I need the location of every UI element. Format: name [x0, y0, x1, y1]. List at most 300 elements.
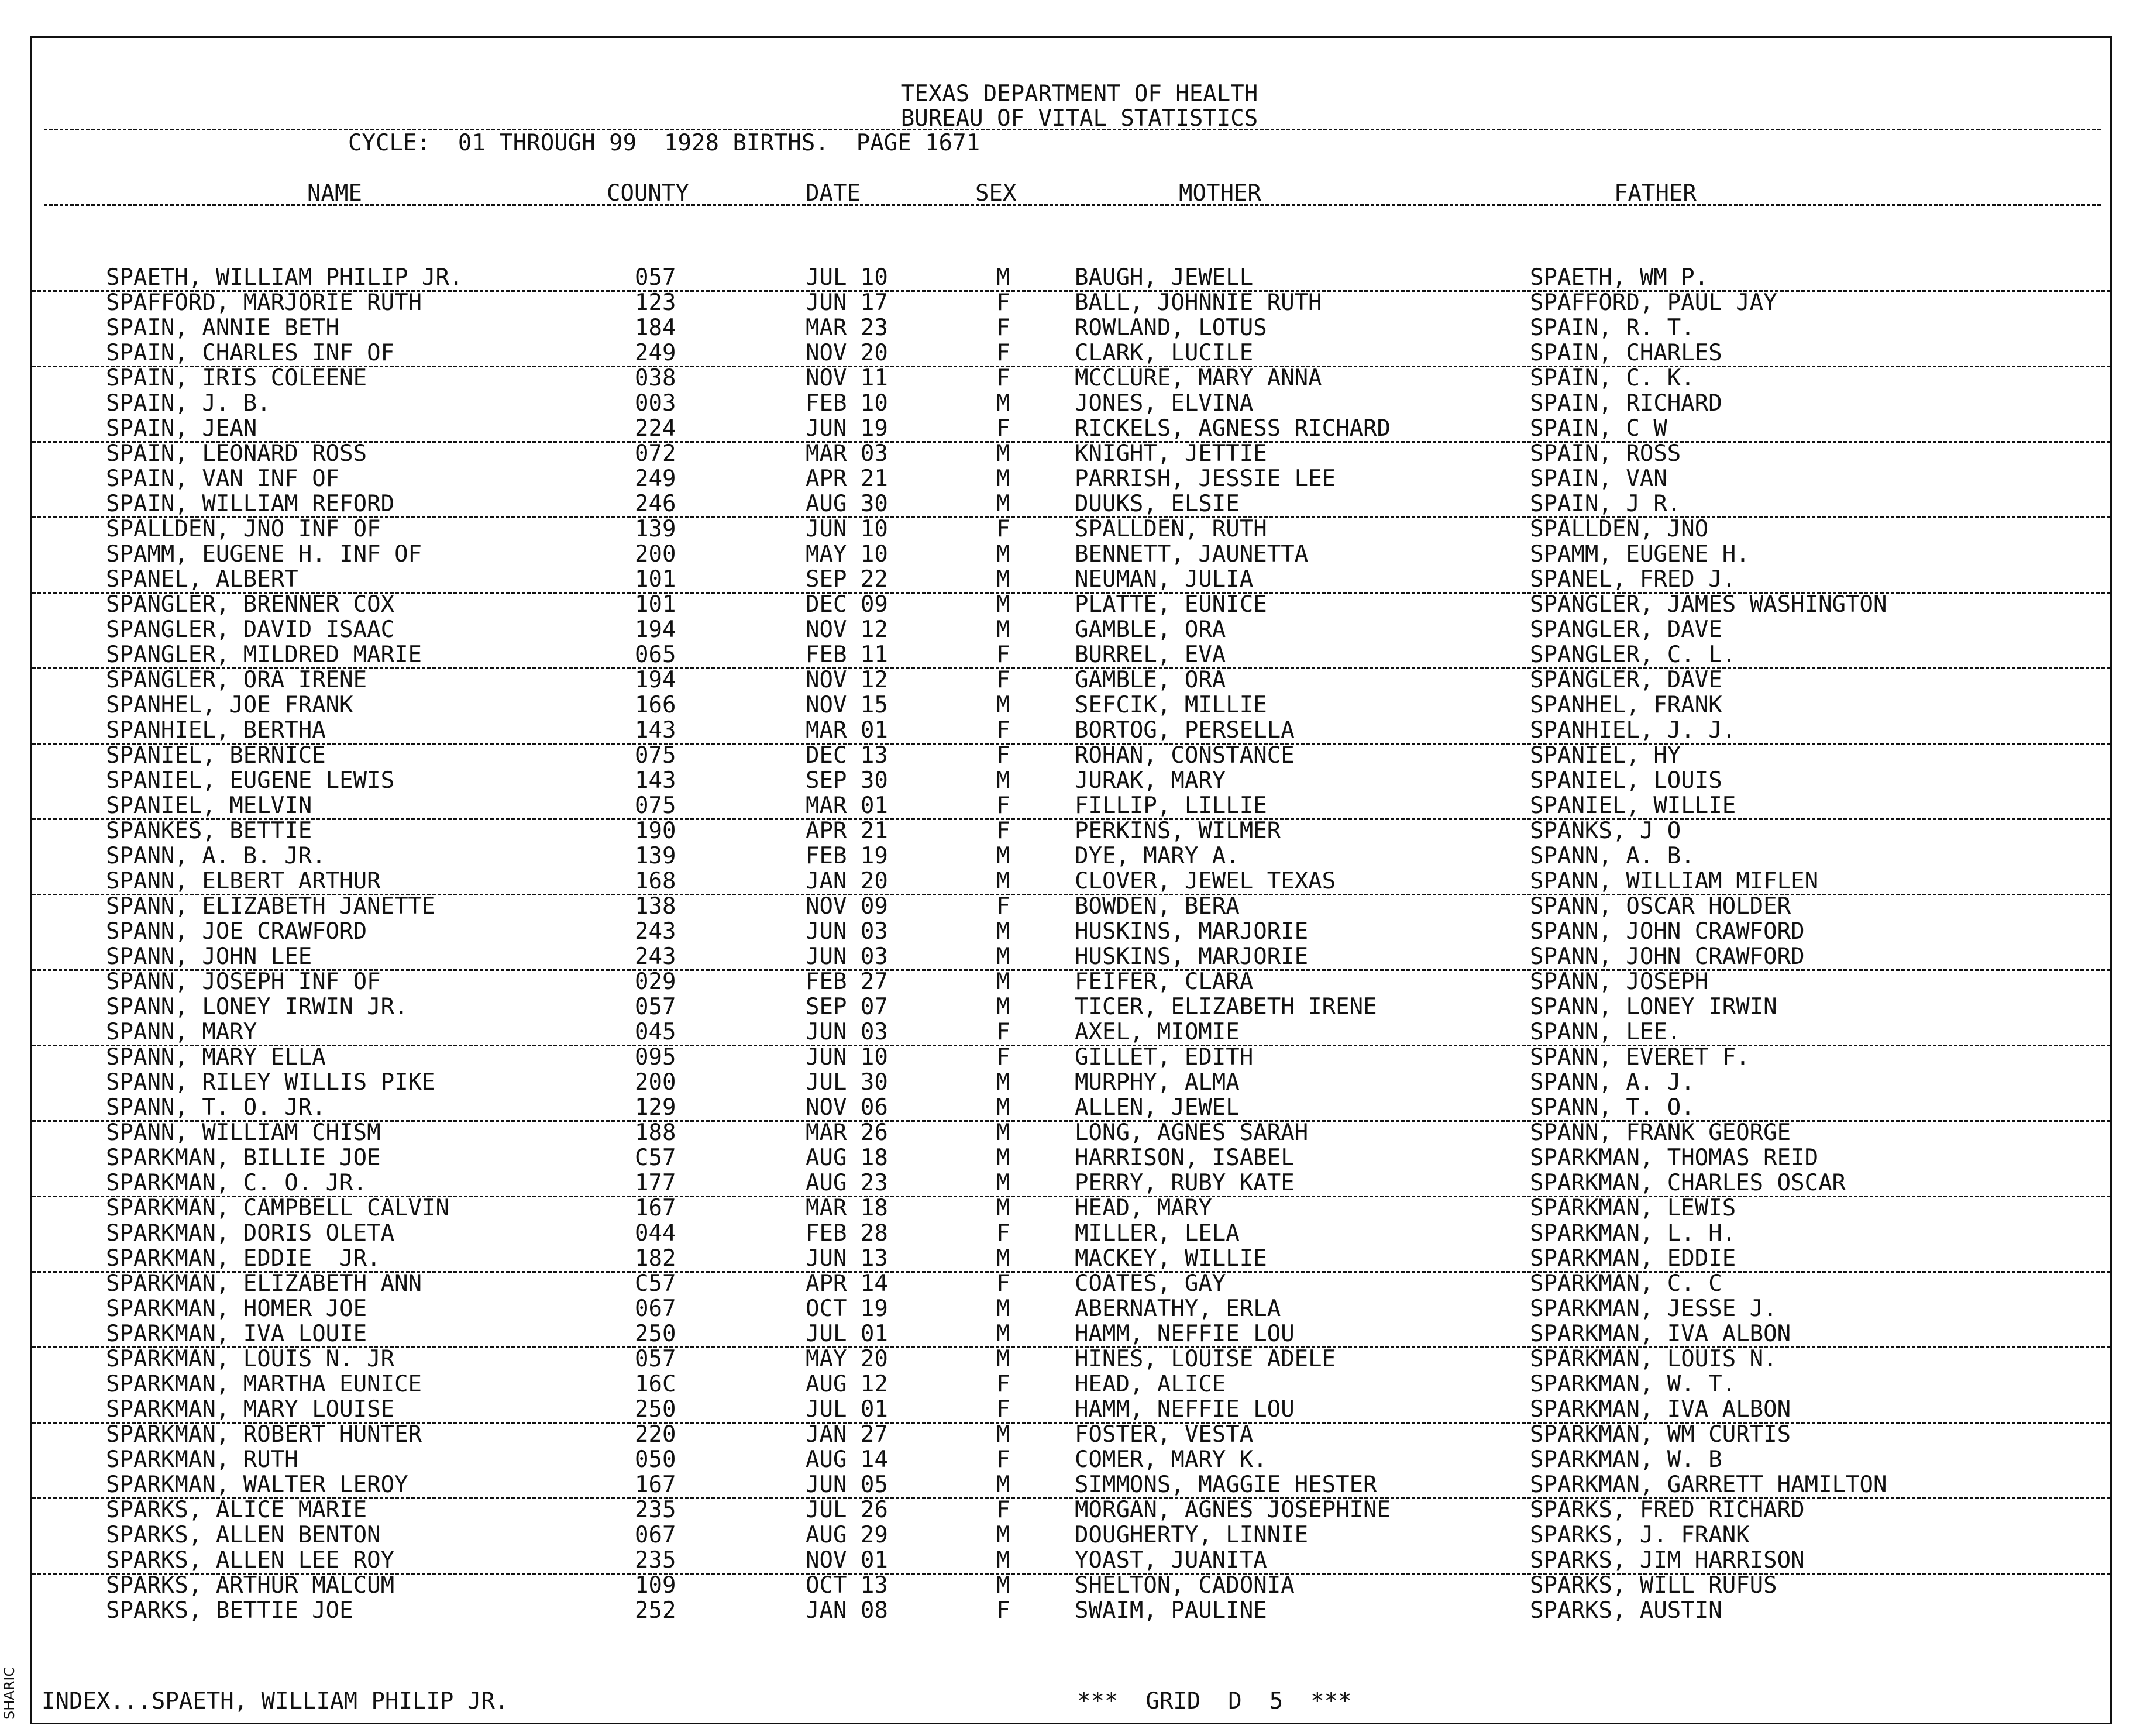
cell-county: 101 — [635, 591, 676, 618]
cell-name: SPANGLER, DAVID ISAAC — [106, 616, 395, 643]
table-row — [32, 1447, 2110, 1472]
cell-sex: F — [996, 1371, 1010, 1397]
cell-name: SPAFFORD, MARJORIE RUTH — [106, 290, 422, 316]
column-header-county: COUNTY — [607, 180, 689, 206]
cell-county: 194 — [635, 616, 676, 643]
cell-sex: F — [996, 1446, 1010, 1473]
cell-name: SPANN, T. O. JR. — [106, 1094, 326, 1121]
cell-date: JUN 19 — [806, 415, 888, 442]
cell-father: SPARKMAN, WM CURTIS — [1530, 1421, 1791, 1448]
cell-mother: SIMMONS, MAGGIE HESTER — [1075, 1472, 1377, 1498]
cell-county: 188 — [635, 1120, 676, 1146]
table-row — [32, 1472, 2110, 1499]
cell-father: SPARKMAN, JESSE J. — [1530, 1296, 1777, 1322]
cell-father: SPANIEL, WILLIE — [1530, 793, 1736, 819]
cell-mother: ROHAN, CONSTANCE — [1075, 742, 1295, 769]
cell-county: 075 — [635, 793, 676, 819]
cell-father: SPARKMAN, L. H. — [1530, 1220, 1736, 1246]
cell-county: 246 — [635, 491, 676, 517]
cell-date: NOV 15 — [806, 692, 888, 718]
cell-father: SPANN, JOHN CRAWFORD — [1530, 943, 1805, 970]
cell-sex: M — [996, 1120, 1010, 1146]
table-row — [32, 1296, 2110, 1321]
cell-sex: F — [996, 818, 1010, 844]
cell-father: SPARKMAN, LEWIS — [1530, 1195, 1736, 1221]
cell-mother: BURREL, EVA — [1075, 642, 1226, 668]
cell-date: JAN 20 — [806, 868, 888, 894]
cell-mother: ABERNATHY, ERLA — [1075, 1296, 1281, 1322]
cell-county: 038 — [635, 365, 676, 391]
cell-father: SPARKS, JIM HARRISON — [1530, 1547, 1805, 1573]
cell-date: JUL 26 — [806, 1497, 888, 1523]
cell-name: SPANHIEL, BERTHA — [106, 717, 326, 743]
cell-sex: F — [996, 1497, 1010, 1523]
cell-name: SPARKS, ALICE MARIE — [106, 1497, 367, 1523]
cell-date: JAN 08 — [806, 1597, 888, 1624]
table-row — [32, 567, 2110, 594]
cell-name: SPARKMAN, HOMER JOE — [106, 1296, 367, 1322]
cell-mother: SHELTON, CADONIA — [1075, 1572, 1295, 1599]
cell-sex: M — [996, 466, 1010, 492]
cell-mother: CLOVER, JEWEL TEXAS — [1075, 868, 1336, 894]
cell-father: SPANN, WILLIAM MIFLEN — [1530, 868, 1819, 894]
cell-name: SPANIEL, BERNICE — [106, 742, 326, 769]
cell-county: 249 — [635, 340, 676, 366]
cell-county: 123 — [635, 290, 676, 316]
cell-father: SPAETH, WM P. — [1530, 264, 1709, 291]
cell-name: SPANN, A. B. JR. — [106, 843, 326, 869]
cell-mother: MCCLURE, MARY ANNA — [1075, 365, 1322, 391]
cell-mother: FOSTER, VESTA — [1075, 1421, 1254, 1448]
cell-name: SPARKMAN, ROBERT HUNTER — [106, 1421, 422, 1448]
cell-date: JUN 10 — [806, 516, 888, 542]
cell-county: 200 — [635, 541, 676, 567]
cell-name: SPANKES, BETTIE — [106, 818, 312, 844]
cell-mother: BORTOG, PERSELLA — [1075, 717, 1295, 743]
cell-father: SPANN, OSCAR HOLDER — [1530, 893, 1791, 919]
cell-mother: JONES, ELVINA — [1075, 390, 1254, 416]
cell-county: 003 — [635, 390, 676, 416]
table-row — [32, 1145, 2110, 1170]
cell-sex: M — [996, 1170, 1010, 1196]
cell-sex: M — [996, 616, 1010, 643]
cell-sex: M — [996, 1547, 1010, 1573]
table-row — [32, 693, 2110, 718]
cell-date: JUL 10 — [806, 264, 888, 291]
cell-father: SPANHIEL, J. J. — [1530, 717, 1736, 743]
cell-date: APR 21 — [806, 466, 888, 492]
cell-date: JUN 03 — [806, 1019, 888, 1045]
cell-date: MAR 23 — [806, 315, 888, 341]
cell-mother: PARRISH, JESSIE LEE — [1075, 466, 1336, 492]
table-row — [32, 1598, 2110, 1623]
cell-name: SPARKMAN, C. O. JR. — [106, 1170, 367, 1196]
cell-mother: HINES, LOUISE ADELE — [1075, 1346, 1336, 1372]
table-row — [32, 366, 2110, 391]
cell-county: 177 — [635, 1170, 676, 1196]
cell-date: JUL 01 — [806, 1321, 888, 1347]
cell-date: NOV 09 — [806, 893, 888, 919]
table-row — [32, 290, 2110, 315]
column-header-rule — [44, 204, 2101, 206]
cell-father: SPANN, JOHN CRAWFORD — [1530, 918, 1805, 945]
cell-mother: DOUGHERTY, LINNIE — [1075, 1522, 1309, 1548]
cell-date: DEC 09 — [806, 591, 888, 618]
cell-father: SPANGLER, C. L. — [1530, 642, 1736, 668]
cell-mother: KNIGHT, JETTIE — [1075, 440, 1267, 467]
cell-name: SPANN, JOSEPH INF OF — [106, 969, 381, 995]
cell-mother: ALLEN, JEWEL — [1075, 1094, 1240, 1121]
cell-name: SPARKMAN, IVA LOUIE — [106, 1321, 367, 1347]
cell-father: SPARKMAN, W. B — [1530, 1446, 1722, 1473]
cell-father: SPARKMAN, IVA ALBON — [1530, 1321, 1791, 1347]
cell-father: SPAIN, VAN — [1530, 466, 1667, 492]
cell-mother: DYE, MARY A. — [1075, 843, 1240, 869]
cell-mother: BENNETT, JAUNETTA — [1075, 541, 1309, 567]
cell-father: SPARKMAN, LOUIS N. — [1530, 1346, 1777, 1372]
cell-father: SPARKMAN, W. T. — [1530, 1371, 1736, 1397]
cell-mother: SWAIM, PAULINE — [1075, 1597, 1267, 1624]
cell-county: 143 — [635, 717, 676, 743]
cell-date: SEP 22 — [806, 566, 888, 593]
cell-county: 029 — [635, 969, 676, 995]
cell-mother: LONG, AGNES SARAH — [1075, 1120, 1309, 1146]
cell-date: JAN 27 — [806, 1421, 888, 1448]
table-row — [32, 542, 2110, 567]
cell-date: AUG 12 — [806, 1371, 888, 1397]
cell-father: SPARKMAN, IVA ALBON — [1530, 1396, 1791, 1422]
cell-name: SPARKMAN, ELIZABETH ANN — [106, 1270, 422, 1297]
cell-sex: M — [996, 541, 1010, 567]
table-row — [32, 391, 2110, 416]
cell-sex: F — [996, 642, 1010, 668]
cell-date: APR 14 — [806, 1270, 888, 1297]
cell-father: SPAIN, J R. — [1530, 491, 1681, 517]
table-row — [32, 818, 2110, 843]
side-stamp: SHARIC — [1, 1666, 18, 1720]
table-row — [32, 869, 2110, 895]
cell-father: SPANGLER, JAMES WASHINGTON — [1530, 591, 1887, 618]
cell-sex: M — [996, 692, 1010, 718]
cell-county: 190 — [635, 818, 676, 844]
cell-name: SPAIN, CHARLES INF OF — [106, 340, 395, 366]
cell-sex: F — [996, 1019, 1010, 1045]
cell-county: 095 — [635, 1044, 676, 1070]
cell-name: SPANGLER, ORA IRENE — [106, 667, 367, 693]
cell-father: SPARKS, FRED RICHARD — [1530, 1497, 1805, 1523]
table-row — [32, 1170, 2110, 1197]
footer-grid-ref: *** GRID D 5 *** — [1077, 1688, 1352, 1714]
cell-date: NOV 11 — [806, 365, 888, 391]
cell-county: 182 — [635, 1245, 676, 1272]
cell-name: SPALLDEN, JNO INF OF — [106, 516, 381, 542]
cell-name: SPARKMAN, EDDIE JR. — [106, 1245, 381, 1272]
table-row — [32, 1497, 2110, 1523]
cell-county: 166 — [635, 692, 676, 718]
cell-date: DEC 13 — [806, 742, 888, 769]
cell-county: 224 — [635, 415, 676, 442]
cell-date: APR 21 — [806, 818, 888, 844]
cell-county: 143 — [635, 767, 676, 794]
cell-sex: M — [996, 1145, 1010, 1171]
cell-father: SPANEL, FRED J. — [1530, 566, 1736, 593]
table-row — [32, 768, 2110, 793]
cell-county: 243 — [635, 943, 676, 970]
cell-name: SPARKMAN, RUTH — [106, 1446, 298, 1473]
table-row — [32, 1548, 2110, 1575]
cell-name: SPAMM, EUGENE H. INF OF — [106, 541, 422, 567]
cell-mother: BAUGH, JEWELL — [1075, 264, 1254, 291]
cell-father: SPAFFORD, PAUL JAY — [1530, 290, 1777, 316]
cell-date: AUG 30 — [806, 491, 888, 517]
cell-name: SPAIN, WILLIAM REFORD — [106, 491, 395, 517]
cell-sex: F — [996, 290, 1010, 316]
cycle-line: CYCLE: 01 THROUGH 99 1928 BIRTHS. PAGE 1671 — [348, 130, 980, 156]
cell-county: 109 — [635, 1572, 676, 1599]
cell-date: JUN 03 — [806, 943, 888, 970]
cell-mother: HUSKINS, MARJORIE — [1075, 918, 1309, 945]
cell-date: MAR 01 — [806, 717, 888, 743]
cell-mother: GILLET, EDITH — [1075, 1044, 1254, 1070]
ledger-sheet — [30, 36, 2112, 1724]
cell-date: JUL 30 — [806, 1069, 888, 1096]
cell-sex: F — [996, 415, 1010, 442]
cell-county: 067 — [635, 1296, 676, 1322]
cell-father: SPARKMAN, EDDIE — [1530, 1245, 1736, 1272]
cell-father: SPANHEL, FRANK — [1530, 692, 1722, 718]
cell-county: 129 — [635, 1094, 676, 1121]
cell-father: SPARKMAN, C. C — [1530, 1270, 1722, 1297]
report-subtitle: BUREAU OF VITAL STATISTICS — [900, 105, 1258, 132]
cell-date: FEB 19 — [806, 843, 888, 869]
cell-sex: M — [996, 918, 1010, 945]
table-row — [32, 1095, 2110, 1122]
table-row — [32, 1221, 2110, 1246]
cell-county: 101 — [635, 566, 676, 593]
cell-sex: F — [996, 315, 1010, 341]
table-row — [32, 969, 2110, 994]
cell-father: SPANN, LEE. — [1530, 1019, 1681, 1045]
cell-father: SPANN, T. O. — [1530, 1094, 1695, 1121]
cell-county: 194 — [635, 667, 676, 693]
cell-sex: M — [996, 1245, 1010, 1272]
cell-mother: SPALLDEN, RUTH — [1075, 516, 1267, 542]
cell-sex: F — [996, 1270, 1010, 1297]
table-row — [32, 416, 2110, 443]
cell-mother: TICER, ELIZABETH IRENE — [1075, 994, 1377, 1020]
cell-date: NOV 01 — [806, 1547, 888, 1573]
cell-mother: MACKEY, WILLIE — [1075, 1245, 1267, 1272]
cell-father: SPARKMAN, THOMAS REID — [1530, 1145, 1819, 1171]
cell-name: SPAIN, J. B. — [106, 390, 271, 416]
cell-sex: M — [996, 843, 1010, 869]
table-row — [32, 340, 2110, 367]
table-row — [32, 667, 2110, 693]
cell-name: SPARKMAN, BILLIE JOE — [106, 1145, 381, 1171]
table-row — [32, 265, 2110, 292]
cell-sex: M — [996, 1069, 1010, 1096]
cell-county: 252 — [635, 1597, 676, 1624]
cell-mother: FEIFER, CLARA — [1075, 969, 1254, 995]
cell-date: NOV 12 — [806, 667, 888, 693]
table-row — [32, 1397, 2110, 1424]
cell-name: SPANN, ELIZABETH JANETTE — [106, 893, 436, 919]
table-row — [32, 793, 2110, 820]
cell-date: FEB 10 — [806, 390, 888, 416]
cell-sex: M — [996, 1421, 1010, 1448]
cell-mother: COATES, GAY — [1075, 1270, 1226, 1297]
cell-mother: RICKELS, AGNESS RICHARD — [1075, 415, 1391, 442]
cell-sex: M — [996, 1346, 1010, 1372]
cell-sex: M — [996, 1094, 1010, 1121]
cell-county: 184 — [635, 315, 676, 341]
cell-mother: AXEL, MIOMIE — [1075, 1019, 1240, 1045]
cell-sex: M — [996, 1572, 1010, 1599]
cell-sex: M — [996, 1296, 1010, 1322]
cell-date: MAR 26 — [806, 1120, 888, 1146]
cell-mother: PLATTE, EUNICE — [1075, 591, 1267, 618]
table-row — [32, 894, 2110, 919]
cell-name: SPARKS, ALLEN BENTON — [106, 1522, 381, 1548]
footer-index: INDEX...SPAETH, WILLIAM PHILIP JR. — [42, 1688, 509, 1714]
cell-name: SPANN, MARY — [106, 1019, 257, 1045]
cell-father: SPANN, JOSEPH — [1530, 969, 1709, 995]
cell-father: SPANIEL, LOUIS — [1530, 767, 1722, 794]
cell-mother: HEAD, MARY — [1075, 1195, 1212, 1221]
cell-sex: F — [996, 793, 1010, 819]
cell-father: SPANN, FRANK GEORGE — [1530, 1120, 1791, 1146]
report-title: TEXAS DEPARTMENT OF HEALTH — [900, 81, 1258, 107]
table-row — [32, 994, 2110, 1019]
cell-name: SPARKS, BETTIE JOE — [106, 1597, 353, 1624]
cell-father: SPANN, A. B. — [1530, 843, 1695, 869]
records-table — [32, 265, 2110, 1623]
cell-father: SPAIN, ROSS — [1530, 440, 1681, 467]
cell-father: SPANIEL, HY — [1530, 742, 1681, 769]
cell-mother: BALL, JOHNNIE RUTH — [1075, 290, 1322, 316]
cell-name: SPARKMAN, DORIS OLETA — [106, 1220, 395, 1246]
cell-name: SPARKMAN, MARTHA EUNICE — [106, 1371, 422, 1397]
table-row — [32, 491, 2110, 518]
cell-father: SPARKS, J. FRANK — [1530, 1522, 1750, 1548]
cell-sex: M — [996, 566, 1010, 593]
cell-date: NOV 12 — [806, 616, 888, 643]
cell-county: 050 — [635, 1446, 676, 1473]
cell-date: MAR 03 — [806, 440, 888, 467]
cell-date: JUN 17 — [806, 290, 888, 316]
cell-mother: GAMBLE, ORA — [1075, 667, 1226, 693]
cell-name: SPAETH, WILLIAM PHILIP JR. — [106, 264, 463, 291]
cell-date: MAY 20 — [806, 1346, 888, 1372]
cell-sex: M — [996, 1195, 1010, 1221]
cell-sex: M — [996, 591, 1010, 618]
table-row — [32, 1271, 2110, 1296]
cell-mother: MURPHY, ALMA — [1075, 1069, 1240, 1096]
cell-county: 075 — [635, 742, 676, 769]
cell-name: SPAIN, VAN INF OF — [106, 466, 340, 492]
cell-mother: JURAK, MARY — [1075, 767, 1226, 794]
cell-mother: MORGAN, AGNES JOSEPHINE — [1075, 1497, 1391, 1523]
cell-county: 168 — [635, 868, 676, 894]
cell-name: SPANN, LONEY IRWIN JR. — [106, 994, 408, 1020]
cell-mother: NEUMAN, JULIA — [1075, 566, 1254, 593]
cell-county: 045 — [635, 1019, 676, 1045]
cell-county: 057 — [635, 994, 676, 1020]
table-row — [32, 441, 2110, 466]
table-row — [32, 718, 2110, 745]
cell-date: JUN 05 — [806, 1472, 888, 1498]
cell-sex: M — [996, 1472, 1010, 1498]
cell-sex: F — [996, 1044, 1010, 1070]
cell-father: SPANGLER, DAVE — [1530, 667, 1722, 693]
column-header-name: NAME — [307, 180, 362, 206]
cell-sex: M — [996, 767, 1010, 794]
table-row — [32, 1372, 2110, 1397]
cell-county: 138 — [635, 893, 676, 919]
table-row — [32, 1045, 2110, 1070]
table-row — [32, 466, 2110, 491]
cell-county: 249 — [635, 466, 676, 492]
cell-sex: M — [996, 969, 1010, 995]
cell-mother: DUUKS, ELSIE — [1075, 491, 1240, 517]
table-row — [32, 1019, 2110, 1046]
cell-mother: FILLIP, LILLIE — [1075, 793, 1267, 819]
cell-mother: SEFCIK, MILLIE — [1075, 692, 1267, 718]
cell-county: 139 — [635, 843, 676, 869]
cell-father: SPAMM, EUGENE H. — [1530, 541, 1750, 567]
table-row — [32, 843, 2110, 869]
cell-county: 139 — [635, 516, 676, 542]
cell-mother: PERKINS, WILMER — [1075, 818, 1281, 844]
cell-name: SPAIN, ANNIE BETH — [106, 315, 340, 341]
cell-name: SPANN, JOHN LEE — [106, 943, 312, 970]
table-row — [32, 617, 2110, 642]
cell-father: SPANN, EVERET F. — [1530, 1044, 1750, 1070]
cell-county: 250 — [635, 1396, 676, 1422]
column-header-father: FATHER — [1614, 180, 1697, 206]
cell-mother: YOAST, JUANITA — [1075, 1547, 1267, 1573]
column-header-date: DATE — [806, 180, 861, 206]
cell-father: SPAIN, R. T. — [1530, 315, 1695, 341]
cell-mother: PERRY, RUBY KATE — [1075, 1170, 1295, 1196]
table-row — [32, 919, 2110, 944]
cell-county: 057 — [635, 1346, 676, 1372]
cell-mother: COMER, MARY K. — [1075, 1446, 1267, 1473]
cell-father: SPANN, A. J. — [1530, 1069, 1695, 1096]
cell-sex: F — [996, 1396, 1010, 1422]
cell-county: 167 — [635, 1472, 676, 1498]
cell-sex: M — [996, 994, 1010, 1020]
cell-mother: BOWDEN, BERA — [1075, 893, 1240, 919]
cell-name: SPARKS, ARTHUR MALCUM — [106, 1572, 395, 1599]
cell-father: SPANKS, J O — [1530, 818, 1681, 844]
table-row — [32, 743, 2110, 768]
table-row — [32, 1246, 2110, 1273]
cell-date: AUG 29 — [806, 1522, 888, 1548]
cell-sex: M — [996, 1522, 1010, 1548]
cell-sex: M — [996, 868, 1010, 894]
cell-date: NOV 06 — [806, 1094, 888, 1121]
cell-county: 072 — [635, 440, 676, 467]
cell-county: 16C — [635, 1371, 676, 1397]
cell-mother: GAMBLE, ORA — [1075, 616, 1226, 643]
table-row — [32, 1196, 2110, 1221]
cell-mother: HUSKINS, MARJORIE — [1075, 943, 1309, 970]
cell-name: SPAIN, LEONARD ROSS — [106, 440, 367, 467]
cell-date: OCT 19 — [806, 1296, 888, 1322]
cell-sex: F — [996, 1597, 1010, 1624]
cell-date: AUG 18 — [806, 1145, 888, 1171]
